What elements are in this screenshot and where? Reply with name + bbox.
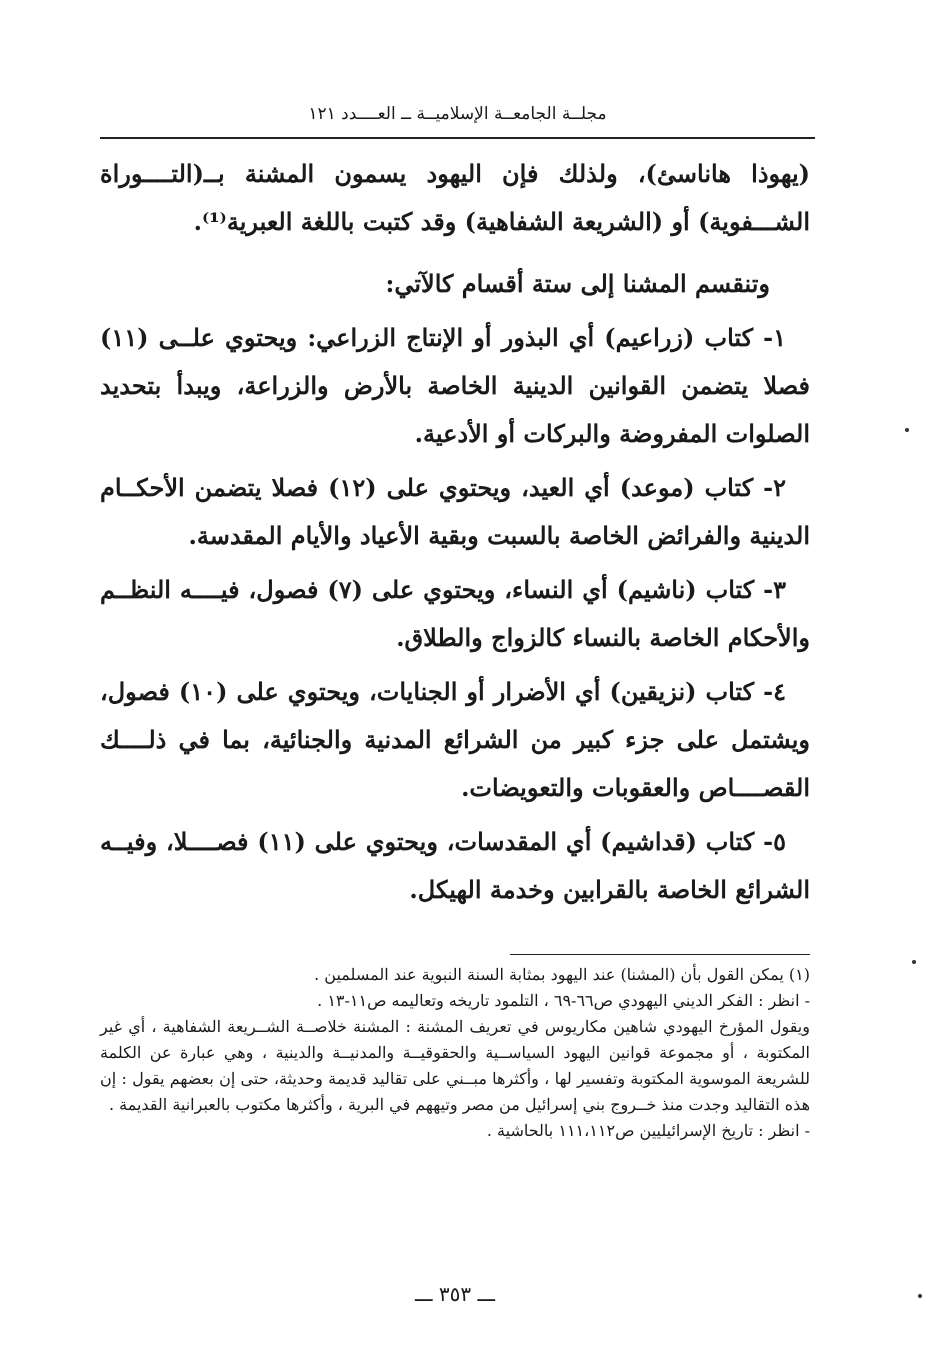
opening-paragraph: (يهوذا هاناسئ)، ولذلك فإن اليهود يسمون المشنة بــ(التــــوراة الشـــفوية) أو (الشريعة الشفاهية) وقد كتبت باللغة العبرية⁽¹⁾. [100, 159, 811, 236]
main-text [100, 150, 810, 914]
footnote-ref-2: - انظر : تاريخ الإسرائيليين ص١١١،١١٢ بالحاشية . [486, 1121, 810, 1140]
header-rule [100, 137, 815, 139]
page-number: ـــ ٣٥٣ ـــ [414, 1282, 496, 1306]
scan-speck [918, 1294, 922, 1298]
footnotes [100, 962, 810, 1144]
running-header: مجلــة الجامعــة الإسلاميــة ــ العــــدد ١٢١ [308, 104, 607, 124]
scan-speck [912, 960, 916, 964]
section-item-1: ١- كتاب (زراعيم) أي البذور أو الإنتاج الزراعي: ويحتوي علــى (١١) فصلا يتضمن القوانين الدينية الخاصة بالأرض والزراعة، ويبدأ بتحديد الصلوات المفروضة والبركات أو الأدعية. [100, 323, 810, 448]
scan-speck [905, 428, 909, 432]
footnote-ref-1: - انظر : الفكر الديني اليهودي ص٦٦-٦٩ ، التلمود تاريخه وتعاليمه ص١١-١٣ . [317, 991, 810, 1010]
section-item-4: ٤- كتاب (نزيقين) أي الأضرار أو الجنايات، ويحتوي على (١٠) فصول، ويشتمل على جزء كبير من الشرائع المدنية والجنائية، بما في ذلــــك القصــــاص والعقوبات والتعويضات. [100, 677, 810, 802]
section-item-3: ٣- كتاب (ناشيم) أي النساء، ويحتوي على (٧) فصول، فيــــه النظــم والأحكام الخاصة بالنساء كالزواج والطلاق. [100, 575, 810, 652]
footnote-quote: ويقول المؤرخ اليهودي شاهين مكاريوس في تعريف المشنة : المشنة خلاصــة الشــريعة الشفاهية ، أي غير المكتوبة ، أو مجموعة قوانين اليهود السياســية والحقوقيــة والمدنيــة والدينية ، وهي عبارة عن الكلمة للشريعة الموسوية المكتوبة وتفسير لها ، وأكثرها مبــني على تقاليد قديمة وحديثة، حتى إن بعضهم يقول : إن هذه التقاليد وجدت منذ خــروج بني إسرائيل من مصر وتيههم في البرية ، وأكثرها مكتوب بالعبرانية القديمة . [100, 1017, 810, 1114]
section-item-5: ٥- كتاب (قداشيم) أي المقدسات، ويحتوي على (١١) فصــــلا، وفيــه الشرائع الخاصة بالقرابين وخدمة الهيكل. [100, 827, 810, 904]
footnote-rule [510, 954, 810, 955]
footnote-1: (١) يمكن القول بأن (المشنا) عند اليهود بمثابة السنة النبوية عند المسلمين . [314, 965, 810, 984]
intro-paragraph: وتنقسم المشنا إلى ستة أقسام كالآتي: [385, 269, 770, 298]
section-item-2: ٢- كتاب (موعد) أي العيد، ويحتوي على (١٢) فصلا يتضمن الأحكــام الدينية والفرائض الخاصة بالسبت وبقية الأعياد والأيام المقدسة. [100, 473, 810, 550]
